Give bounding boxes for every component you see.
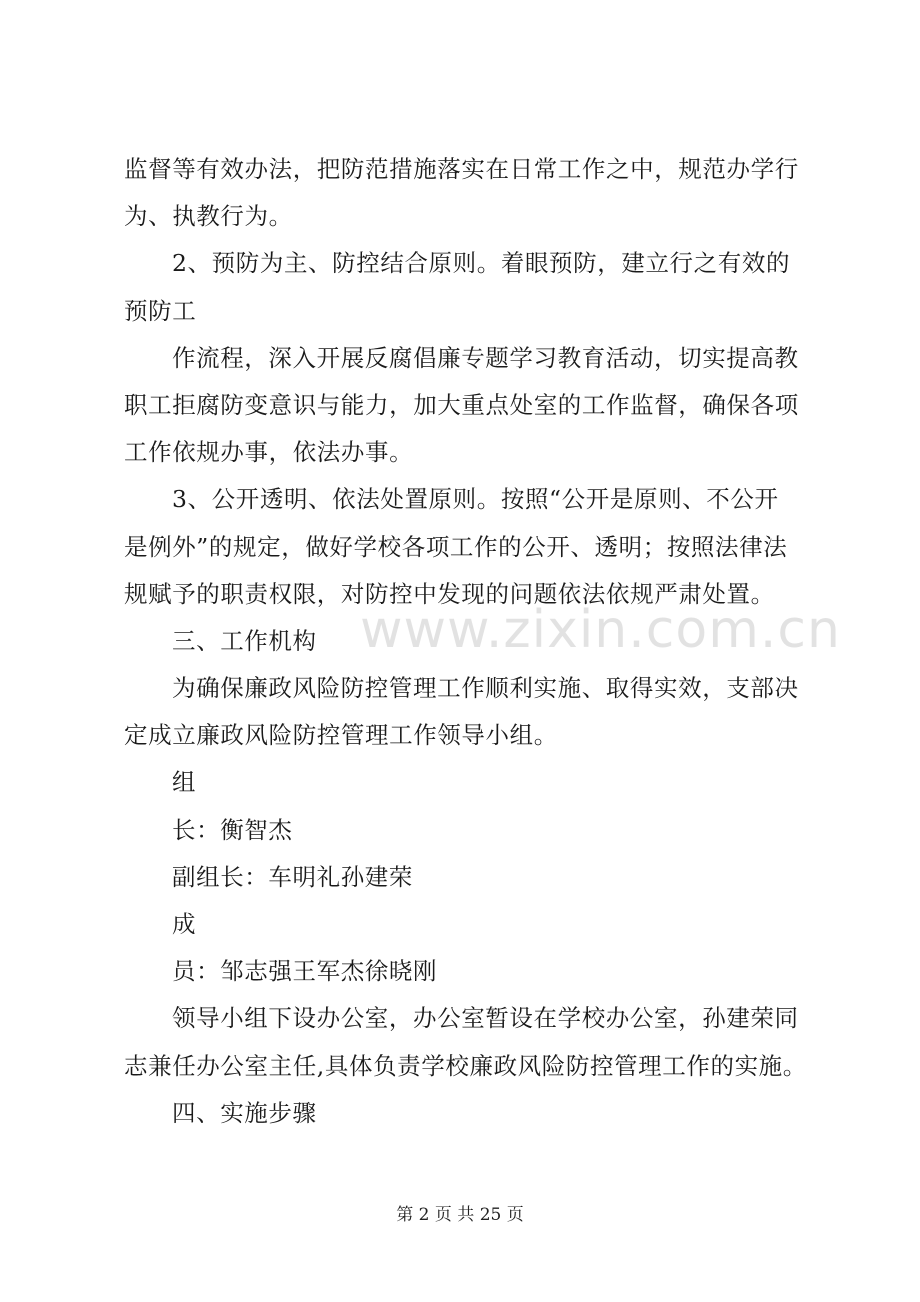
paragraph-line: 规赋予的职责权限，对防控中发现的问题依法依规严肃处置。 (124, 579, 775, 608)
section-heading: 四、实施步骤 (172, 1098, 317, 1127)
watermark: www.zixin.com.cn (360, 600, 841, 660)
paragraph-line: 工作依规办事，依法办事。 (124, 438, 414, 467)
paragraph-line: 定成立廉政风险防控管理工作领导小组。 (124, 721, 558, 750)
page-number-footer: 第 2 页 共 25 页 (396, 1205, 524, 1225)
paragraph-line: 3、公开透明、依法处置原则。按照“公开是原则、不公开 (172, 485, 779, 514)
paragraph-line: 2、预防为主、防控结合原则。着眼预防，建立行之有效的 (172, 249, 791, 278)
paragraph-line: 长：衡智杰 (172, 815, 293, 844)
paragraph-line: 作流程，深入开展反腐倡廉专题学习教育活动，切实提高教 (172, 343, 799, 372)
paragraph-line: 领导小组下设办公室，办公室暂设在学校办公室，孙建荣同 (172, 1004, 799, 1033)
paragraph-line: 是例外”的规定，做好学校各项工作的公开、透明；按照法律法 (124, 532, 788, 561)
paragraph-line: 员：邹志强王军杰徐晓刚 (172, 957, 438, 986)
paragraph-line: 志兼任办公室主任,具体负责学校廉政风险防控管理工作的实施。 (124, 1051, 807, 1080)
section-heading: 三、工作机构 (172, 626, 317, 655)
paragraph-line: 预防工 (124, 296, 197, 325)
paragraph-line: 成 (172, 910, 197, 938)
paragraph-line: 职工拒腐防变意识与能力，加大重点处室的工作监督，确保各项 (124, 390, 799, 419)
paragraph-line: 为确保廉政风险防控管理工作顺利实施、取得实效，支部决 (172, 674, 799, 703)
paragraph-line: 为、执教行为。 (124, 202, 293, 231)
paragraph-line: 组 (172, 768, 197, 797)
paragraph-line: 副组长：车明礼孙建荣 (172, 862, 413, 891)
paragraph-line: 监督等有效办法，把防范措施落实在日常工作之中，规范办学行 (124, 155, 799, 183)
